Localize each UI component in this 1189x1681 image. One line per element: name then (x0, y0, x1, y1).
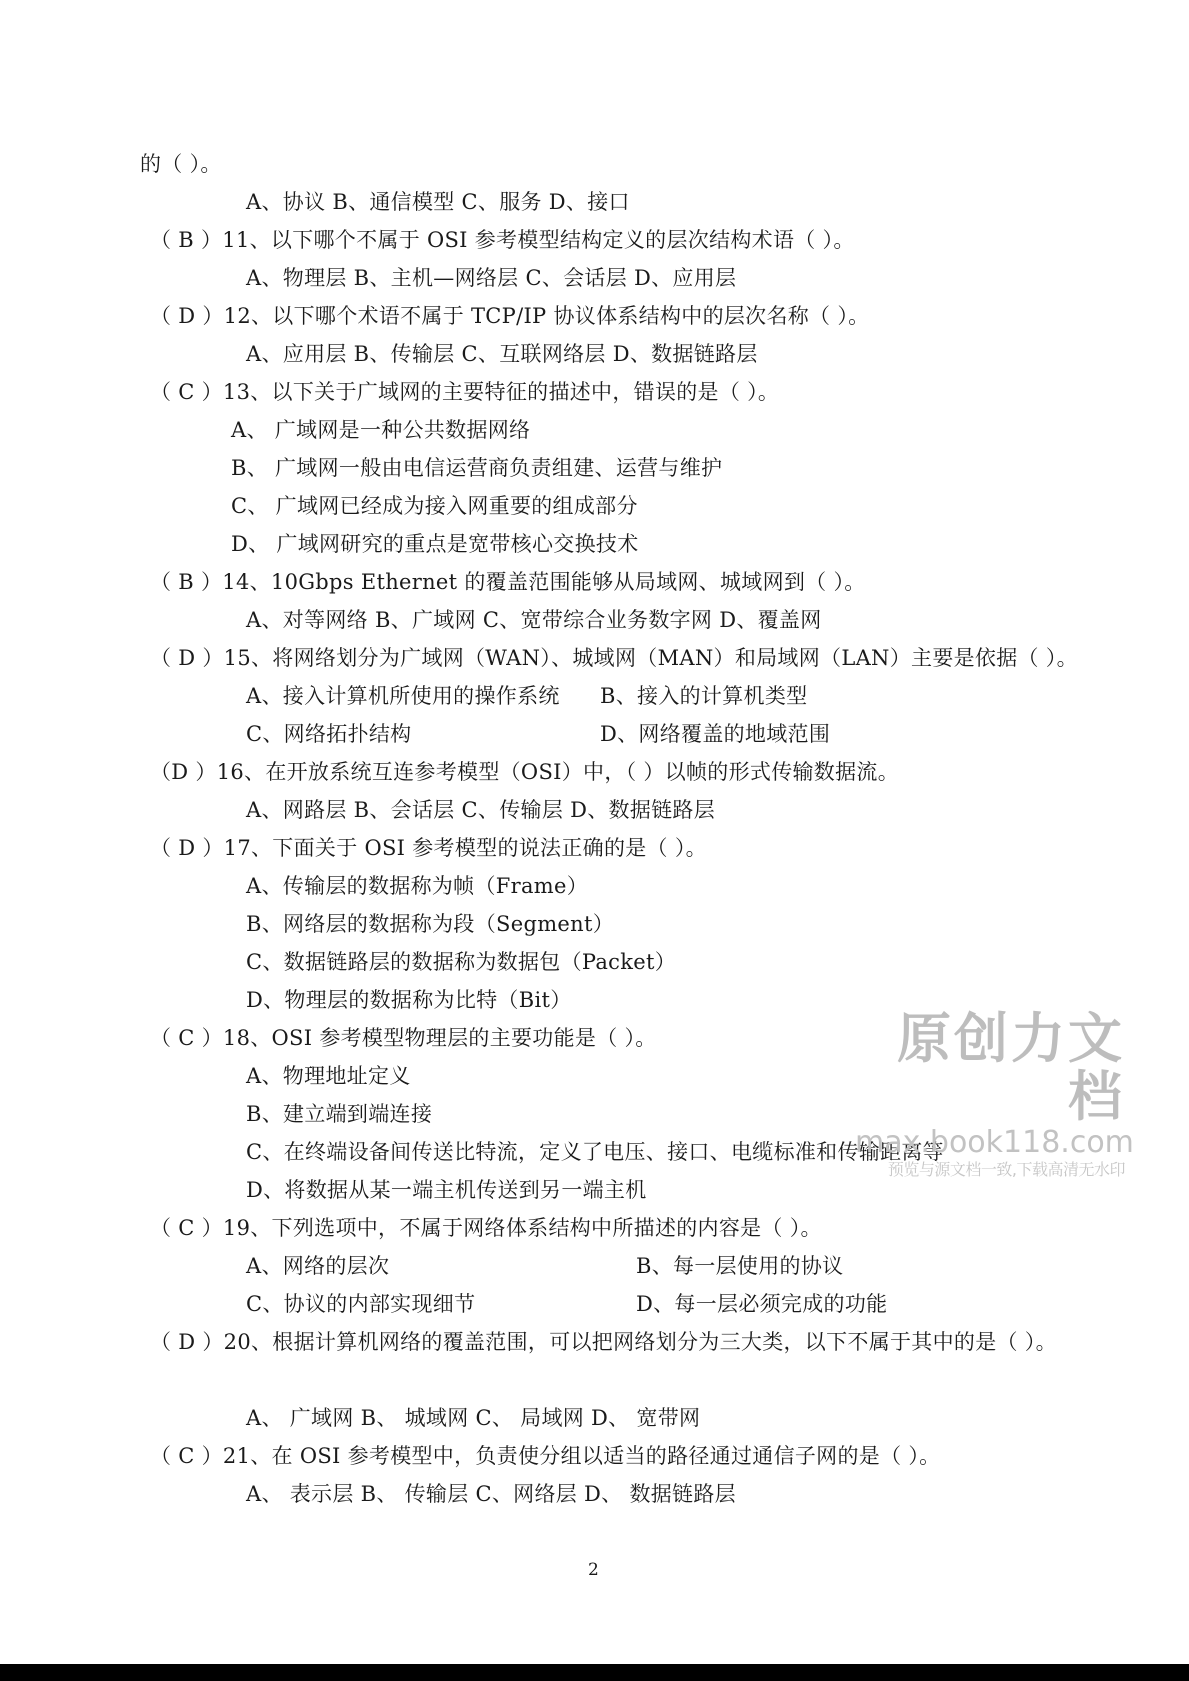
question-14: （ B ）14、10Gbps Ethernet 的覆盖范围能够从局域网、城域网到（ ）。 (150, 570, 866, 594)
option-a: A、 广域网是一种公共数据网络 (231, 418, 531, 442)
option-d: D、 广域网研究的重点是宽带核心交换技术 (231, 532, 639, 556)
option-c: C、网络拓扑结构 (246, 722, 412, 746)
option-d: D、将数据从某一端主机传送到另一端主机 (246, 1178, 647, 1202)
question-21: （ C ）21、在 OSI 参考模型中，负责使分组以适当的路径通过通信子网的是（ ）。 (150, 1444, 941, 1468)
options-line: A、 表示层 B、 传输层 C、网络层 D、 数据链路层 (246, 1482, 736, 1506)
option-a: A、物理地址定义 (246, 1064, 411, 1088)
question-19: （ C ）19、下列选项中，不属于网络体系结构中所描述的内容是（ ）。 (150, 1216, 822, 1240)
option-b: B、接入的计算机类型 (600, 684, 808, 708)
watermark-url: max.book118.com (855, 1125, 1134, 1160)
option-a: A、传输层的数据称为帧（Frame） (246, 874, 589, 898)
options-line: A、网路层 B、会话层 C、传输层 D、数据链路层 (246, 798, 716, 822)
options-line: A、物理层 B、主机—网络层 C、会话层 D、应用层 (246, 266, 737, 290)
watermark-subtitle: 预览与源文档一致,下载高清无水印 (887, 1160, 1125, 1179)
option-b: B、每一层使用的协议 (636, 1254, 844, 1278)
option-b: B、 广域网一般由电信运营商负责组建、运营与维护 (231, 456, 723, 480)
question-20: （ D ）20、根据计算机网络的覆盖范围，可以把网络划分为三大类，以下不属于其中的是（ ）。 (150, 1330, 1057, 1354)
question-18: （ C ）18、OSI 参考模型物理层的主要功能是（ ）。 (150, 1026, 657, 1050)
option-d: D、物理层的数据称为比特（Bit） (246, 988, 572, 1012)
options-line: A、 广域网 B、 城域网 C、 局域网 D、 宽带网 (246, 1406, 701, 1430)
watermark (855, 1007, 1134, 1180)
option-a: A、接入计算机所使用的操作系统 (246, 684, 560, 708)
option-d: D、每一层必须完成的功能 (636, 1292, 888, 1316)
question-13: （ C ）13、以下关于广域网的主要特征的描述中，错误的是（ ）。 (150, 380, 780, 404)
option-d: D、网络覆盖的地域范围 (600, 722, 831, 746)
question-11: （ B ）11、以下哪个不属于 OSI 参考模型结构定义的层次结构术语（ ）。 (150, 228, 855, 252)
question-17: （ D ）17、下面关于 OSI 参考模型的说法正确的是（ ）。 (150, 836, 707, 860)
text-line: 的（ ）。 (140, 152, 222, 176)
question-15: （ D ）15、将网络划分为广域网（WAN）、城域网（MAN）和局域网（LAN）主要是依据（ ）。 (150, 646, 1078, 670)
options-line: A、对等网络 B、广域网 C、宽带综合业务数字网 D、覆盖网 (246, 608, 822, 632)
question-12: （ D ）12、以下哪个术语不属于 TCP/IP 协议体系结构中的层次名称（ ）。 (150, 304, 870, 328)
option-c: C、协议的内部实现细节 (246, 1292, 476, 1316)
option-c: C、数据链路层的数据称为数据包（Packet） (246, 950, 677, 974)
option-c: C、在终端设备间传送比特流，定义了电压、接口、电缆标准和传输距离等 (246, 1140, 944, 1164)
question-16: （D ）16、在开放系统互连参考模型（OSI）中，（ ）以帧的形式传输数据流。 (150, 760, 900, 784)
watermark-title: 原创力文档 (897, 1007, 1125, 1128)
bottom-bar (0, 1664, 1189, 1681)
option-c: C、 广域网已经成为接入网重要的组成部分 (231, 494, 638, 518)
page-number: 2 (588, 1560, 599, 1580)
options-line: A、协议 B、通信模型 C、服务 D、接口 (246, 190, 630, 214)
option-a: A、网络的层次 (246, 1254, 390, 1278)
options-line: A、应用层 B、传输层 C、互联网络层 D、数据链路层 (246, 342, 758, 366)
option-b: B、建立端到端连接 (246, 1102, 433, 1126)
option-b: B、网络层的数据称为段（Segment） (246, 912, 614, 936)
